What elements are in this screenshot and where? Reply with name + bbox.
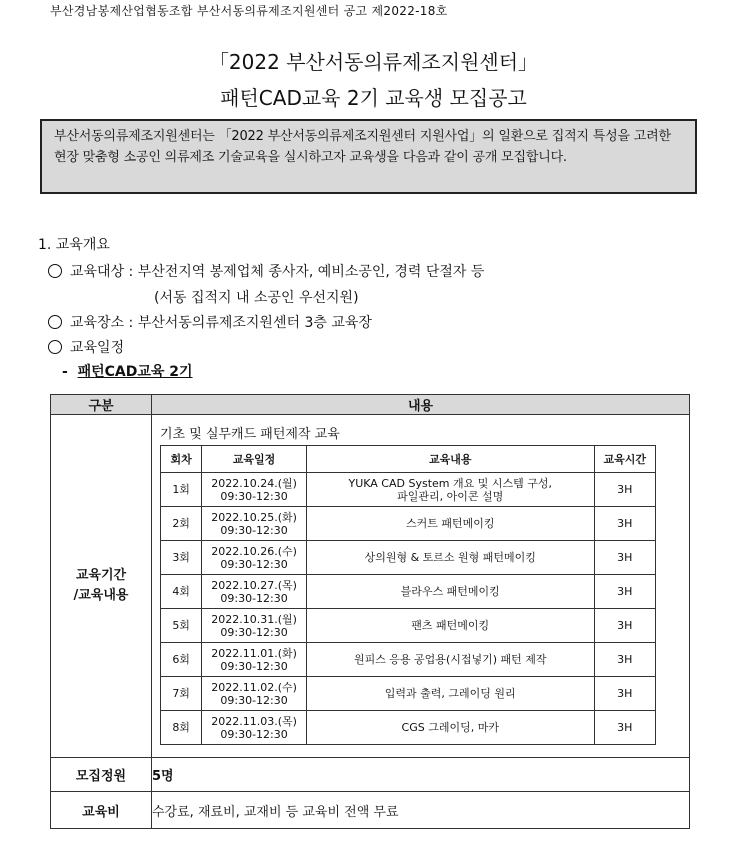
session-header-date: 교육일정 xyxy=(202,446,307,473)
session-rows xyxy=(161,473,656,745)
session-content: CGS 그레이딩, 마카 xyxy=(306,711,594,745)
page-title-line2: 패턴CAD교육 2기 교육생 모집공고 xyxy=(220,86,527,110)
session-date-time: 09:30-12:30 xyxy=(220,693,288,707)
fee-label: 교육비 xyxy=(51,792,152,829)
session-header-content: 교육내용 xyxy=(306,446,594,473)
session-no: 8회 xyxy=(161,711,202,745)
session-date xyxy=(202,575,307,609)
circle-bullet-icon xyxy=(48,315,62,329)
session-date xyxy=(202,643,307,677)
session-hours: 3H xyxy=(594,643,655,677)
session-no: 2회 xyxy=(161,507,202,541)
session-date-time: 09:30-12:30 xyxy=(220,489,288,503)
session-date-day: 2022.10.26.(수) xyxy=(211,544,297,558)
session-row xyxy=(161,541,656,575)
session-hours: 3H xyxy=(594,473,655,507)
session-row xyxy=(161,575,656,609)
session-no: 3회 xyxy=(161,541,202,575)
session-content: 상의원형 & 토르소 원형 패턴메이킹 xyxy=(306,541,594,575)
session-date-day: 2022.10.25.(화) xyxy=(211,510,297,524)
session-header-hours: 교육시간 xyxy=(594,446,655,473)
page-title-line1: 「2022 부산서동의류제조지원센터」 xyxy=(208,50,539,74)
session-no: 6회 xyxy=(161,643,202,677)
session-date-time: 09:30-12:30 xyxy=(220,659,288,673)
session-content: 스커트 패턴메이킹 xyxy=(306,507,594,541)
target-note: (서동 집적지 내 소공인 우선지원) xyxy=(154,290,359,306)
session-no: 7회 xyxy=(161,677,202,711)
session-hours: 3H xyxy=(594,541,655,575)
circle-bullet-icon xyxy=(48,340,62,354)
session-date-day: 2022.10.31.(월) xyxy=(211,612,297,626)
table-header-row xyxy=(51,395,690,415)
period-content xyxy=(152,415,690,758)
fee-value: 수강료, 재료비, 교재비 등 교육비 전액 무료 xyxy=(152,792,690,829)
session-content: 입력과 출력, 그레이딩 원리 xyxy=(306,677,594,711)
session-hours: 3H xyxy=(594,609,655,643)
table-row-fee xyxy=(51,792,690,829)
session-row xyxy=(161,507,656,541)
session-date-time: 09:30-12:30 xyxy=(220,557,288,571)
place-item xyxy=(48,312,372,332)
session-content: YUKA CAD System 개요 및 시스템 구성, 파일관리, 아이콘 설명 xyxy=(306,473,594,507)
session-row xyxy=(161,643,656,677)
session-hours: 3H xyxy=(594,507,655,541)
overview-table xyxy=(50,394,690,829)
session-date-time: 09:30-12:30 xyxy=(220,523,288,537)
capacity-label: 모집정원 xyxy=(51,758,152,792)
session-date xyxy=(202,541,307,575)
session-date xyxy=(202,711,307,745)
sub-item-label: 패턴CAD교육 2기 xyxy=(77,364,193,380)
session-row xyxy=(161,677,656,711)
target-text: 교육대상 : 부산전지역 봉제업체 종사자, 예비소공인, 경력 단절자 등 xyxy=(70,264,485,280)
session-row xyxy=(161,473,656,507)
session-date xyxy=(202,677,307,711)
session-date-day: 2022.11.03.(목) xyxy=(211,714,297,728)
session-table xyxy=(160,445,656,745)
session-date-day: 2022.11.01.(화) xyxy=(211,646,297,660)
intro-notice-text: 부산서동의류제조지원센터는 「2022 부산서동의류제조지원센터 지원사업」의 일환으로 집적지 특성을 고려한 현장 맞춤형 소공인 의류제조 기술교육을 실시하고자 교육생을 다음과 같이 공개 모집합니다. xyxy=(54,129,671,165)
schedule-item xyxy=(48,337,124,357)
session-content: 원피스 응용 공업용(시접넣기) 패턴 제작 xyxy=(306,643,594,677)
session-date xyxy=(202,609,307,643)
session-no: 4회 xyxy=(161,575,202,609)
session-row xyxy=(161,711,656,745)
session-no: 1회 xyxy=(161,473,202,507)
period-label: 교육기간 /교육내용 xyxy=(51,415,152,758)
table-row-period xyxy=(51,415,690,758)
session-header-row xyxy=(161,446,656,473)
circle-bullet-icon xyxy=(48,264,62,278)
session-date-time: 09:30-12:30 xyxy=(220,591,288,605)
schedule-text: 교육일정 xyxy=(70,340,125,356)
header-content: 내용 xyxy=(152,395,690,415)
session-date-day: 2022.11.02.(수) xyxy=(211,680,297,694)
session-hours: 3H xyxy=(594,677,655,711)
notice-number: 부산경남봉제산업협동조합 부산서동의류제조지원센터 공고 제2022-18호 xyxy=(50,4,448,18)
course-intro: 기초 및 실무캐드 패턴제작 교육 xyxy=(160,427,340,442)
target-item xyxy=(48,261,484,281)
session-header-no: 회차 xyxy=(161,446,202,473)
session-date-day: 2022.10.24.(월) xyxy=(211,476,297,490)
session-no: 5회 xyxy=(161,609,202,643)
session-row xyxy=(161,609,656,643)
session-date xyxy=(202,473,307,507)
capacity-value: 5명 xyxy=(152,758,690,792)
section-heading: 1. 교육개요 xyxy=(38,237,110,253)
session-date-day: 2022.10.27.(목) xyxy=(211,578,297,592)
session-date xyxy=(202,507,307,541)
intro-notice-box xyxy=(40,119,697,194)
session-date-time: 09:30-12:30 xyxy=(220,727,288,741)
table-row-capacity xyxy=(51,758,690,792)
place-text: 교육장소 : 부산서동의류제조지원센터 3층 교육장 xyxy=(70,315,372,331)
session-date-time: 09:30-12:30 xyxy=(220,625,288,639)
sub-item xyxy=(62,361,193,381)
session-hours: 3H xyxy=(594,575,655,609)
dash-marker: - xyxy=(62,364,68,380)
header-category: 구분 xyxy=(51,395,152,415)
session-content: 블라우스 패턴메이킹 xyxy=(306,575,594,609)
session-content: 팬츠 패턴메이킹 xyxy=(306,609,594,643)
session-hours: 3H xyxy=(594,711,655,745)
